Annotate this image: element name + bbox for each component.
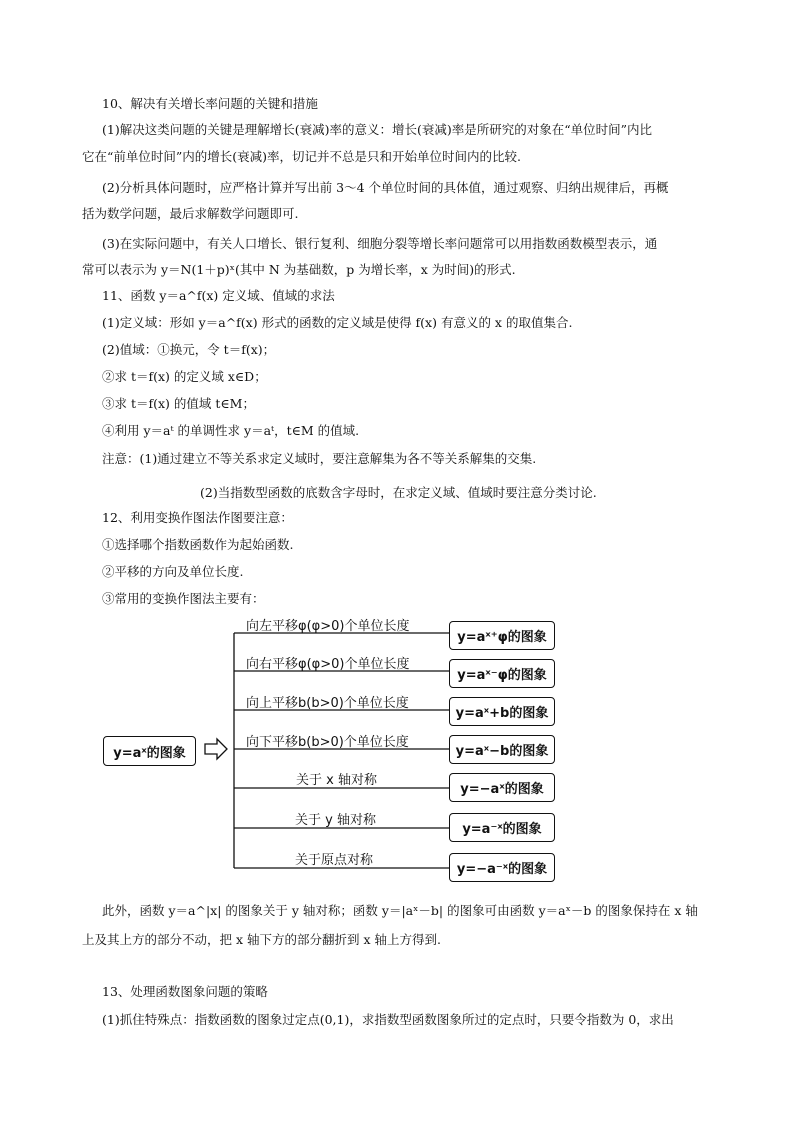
paragraph-line: 此外，函数 y＝a^|x| 的图象关于 y 轴对称；函数 y＝|aˣ－b| 的图象可由函数 y＝aˣ－b 的图象保持在 x 轴 [102,903,698,918]
heading-10: 10、解决有关增长率问题的关键和措施 [102,96,318,111]
paragraph-line: 括为数学问题，最后求解数学问题即可. [82,206,299,221]
heading-13: 13、处理函数图象问题的策略 [102,984,268,999]
branch-label: 向左平移φ(φ>0)个单位长度 [246,619,410,634]
paragraph-line: (1)抓住特殊点：指数函数的图象过定点(0,1)，求指数型函数图象所过的定点时，只要令指数为 0，求出 [102,1012,674,1027]
result-box: y=a⁻ˣ的图象 [449,813,555,842]
branch-label: 关于 y 轴对称 [295,813,376,828]
branch-label: 关于原点对称 [295,853,374,868]
paragraph-line: (2)分析具体问题时，应严格计算并写出前 3～4 个单位时间的具体值，通过观察、归纳出规律后，再概 [102,180,669,195]
paragraph-line: 它在“前单位时间”内的增长(衰减)率，切记并不总是只和开始单位时间内的比较. [82,149,522,164]
branch-label: 向右平移φ(φ>0)个单位长度 [246,657,410,672]
paragraph-line: 上及其上方的部分不动，把 x 轴下方的部分翻折到 x 轴上方得到. [82,932,441,947]
result-box: y=−a⁻ˣ的图象 [449,853,555,882]
source-box: y=aˣ的图象 [103,736,196,766]
paragraph-line: ③常用的变换作图法主要有： [102,591,265,606]
arrow-right-icon [205,739,227,759]
result-box: y=−aˣ的图象 [449,773,555,802]
paragraph-line: (2)值域：①换元，令 t＝f(x)； [102,342,276,357]
paragraph-line: (1)定义域：形如 y＝a^f(x) 形式的函数的定义域是使得 f(x) 有意义的 x 的取值集合. [102,315,573,330]
result-box: y=aˣ−b的图象 [449,735,555,764]
paragraph-line: ②求 t＝f(x) 的定义域 x∈D； [102,369,267,384]
paragraph-line: 常可以表示为 y＝N(1＋p)ˣ(其中 N 为基础数，p 为增长率，x 为时间)的形式. [82,262,516,277]
note-line: 注意：(1)通过建立不等关系求定义域时，要注意解集为各不等关系解集的交集. [102,451,537,466]
paragraph-line: (1)解决这类问题的关键是理解增长(衰减)率的意义：增长(衰减)率是所研究的对象在“单位时间”内比 [102,122,652,137]
paragraph-line: (3)在实际问题中，有关人口增长、银行复利、细胞分裂等增长率问题常可以用指数函数模型表示，通 [102,236,658,251]
branch-label: 向下平移b(b>0)个单位长度 [246,735,409,750]
paragraph-line: ③求 t＝f(x) 的值域 t∈M； [102,396,255,411]
note-line: (2)当指数型函数的底数含字母时，在求定义域、值域时要注意分类讨论. [200,485,597,500]
paragraph-line: ④利用 y＝aᵗ 的单调性求 y＝aᵗ，t∈M 的值域. [102,423,360,438]
branch-label: 向上平移b(b>0)个单位长度 [246,696,409,711]
result-box: y=aˣ⁺φ的图象 [449,621,555,650]
heading-11: 11、函数 y＝a^f(x) 定义域、值域的求法 [102,288,335,303]
result-box: y=aˣ⁻φ的图象 [449,659,555,688]
result-box: y=aˣ+b的图象 [449,697,555,726]
paragraph-line: ②平移的方向及单位长度. [102,564,244,579]
branch-label: 关于 x 轴对称 [296,773,377,788]
heading-12: 12、利用变换作图法作图要注意： [102,510,293,525]
paragraph-line: ①选择哪个指数函数作为起始函数. [102,537,294,552]
